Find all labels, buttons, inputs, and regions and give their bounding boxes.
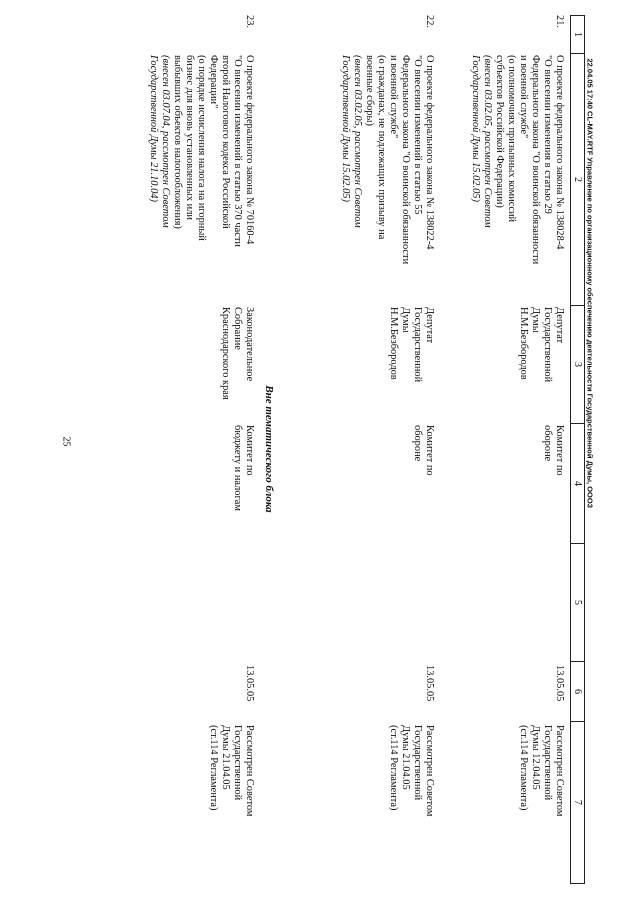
bill-note: Государственной Думы 15.02.05) xyxy=(470,55,481,202)
column-header: 3 xyxy=(571,306,585,424)
review-date: 13.05.05 xyxy=(424,665,435,702)
column-header: 7 xyxy=(571,722,585,884)
column-header: 5 xyxy=(571,544,585,662)
bill-title: О проекте федерального закона № 138028-4 "О внесении изменения в статью 29 Федерального закона "О воинской обязанности и военной службе" (о полномочиях призывных комиссий субъектов Российской Федерации) (внесен 03.02.05, рассмотрен Советом Государственной Думы 15.02.05) xyxy=(469,55,565,301)
bill-status: Рассмотрен Советом Государственной Думы 21.04.05 (ст.114 Регламента) xyxy=(388,725,435,817)
bill-title: О проекте федерального закона № 70160-4 "О внесении изменений в статью 370 части второй Налогового кодекса Российской Федерации" (о порядке исчисления налога на игорный бизнес для вновь установленных или выбывших объектов налогообложения) (внесен 03.07.04, рассмотрен Советом Государственной Думы 21.10.04) xyxy=(147,55,255,301)
responsible-committee: Комитет по обороне xyxy=(542,425,565,476)
responsible-committee: Комитет по обороне xyxy=(412,425,435,476)
column-header: 2 xyxy=(571,54,585,306)
bill-status: Рассмотрен Советом Государственной Думы 12.04.05 (ст.114 Регламента) xyxy=(518,725,565,817)
column-header: 6 xyxy=(571,662,585,722)
review-date: 13.05.05 xyxy=(244,665,255,702)
bill-note: Государственной Думы 21.10.04) xyxy=(148,55,159,202)
bill-status: Рассмотрен Советом Государственной Думы 21.04.05 (ст.114 Регламента) xyxy=(208,725,255,817)
bill-note: (внесен 03.02.05, рассмотрен Советом xyxy=(352,55,363,228)
row-number: 23. xyxy=(244,15,255,28)
bill-note: Государственной Думы 15.02.05) xyxy=(340,55,351,202)
bill-author: Депутат Государственной Думы Н.М.Безбородов xyxy=(518,307,565,383)
page-number: 25 xyxy=(60,436,72,447)
bill-note: (внесен 03.07.04, рассмотрен Советом xyxy=(160,55,171,228)
section-heading: Вне тематического блока xyxy=(263,385,275,513)
bill-title: О проекте федерального закона № 138022-4 "О внесении изменений в статью 55 Федерального закона "О воинской обязанности и военной службе" (о гражданах, не подлежащих призыву на военные сборы) (внесен 03.02.05, рассмотрен Советом Государственной Думы 15.02.05) xyxy=(339,55,435,301)
column-header: 1 xyxy=(571,16,585,54)
column-header-row xyxy=(570,15,585,884)
column-header: 4 xyxy=(571,424,585,544)
row-number: 21. xyxy=(554,15,565,28)
document-footer: 22.04.05 17:40 CL-MAY.RTF Управление по организационному обеспечению деятельности Государственной Думы, ООО3 xyxy=(585,58,595,508)
bill-author: Законодательное Собрание Краснодарского края xyxy=(220,307,255,400)
bill-author: Депутат Государственной Думы Н.М.Безбородов xyxy=(388,307,435,383)
review-date: 13.05.05 xyxy=(554,665,565,702)
row-number: 22. xyxy=(424,15,435,28)
rotated-document xyxy=(55,15,585,885)
bill-note: (внесен 03.02.05, рассмотрен Советом xyxy=(482,55,493,228)
responsible-committee: Комитет по бюджету и налогам xyxy=(232,425,255,511)
